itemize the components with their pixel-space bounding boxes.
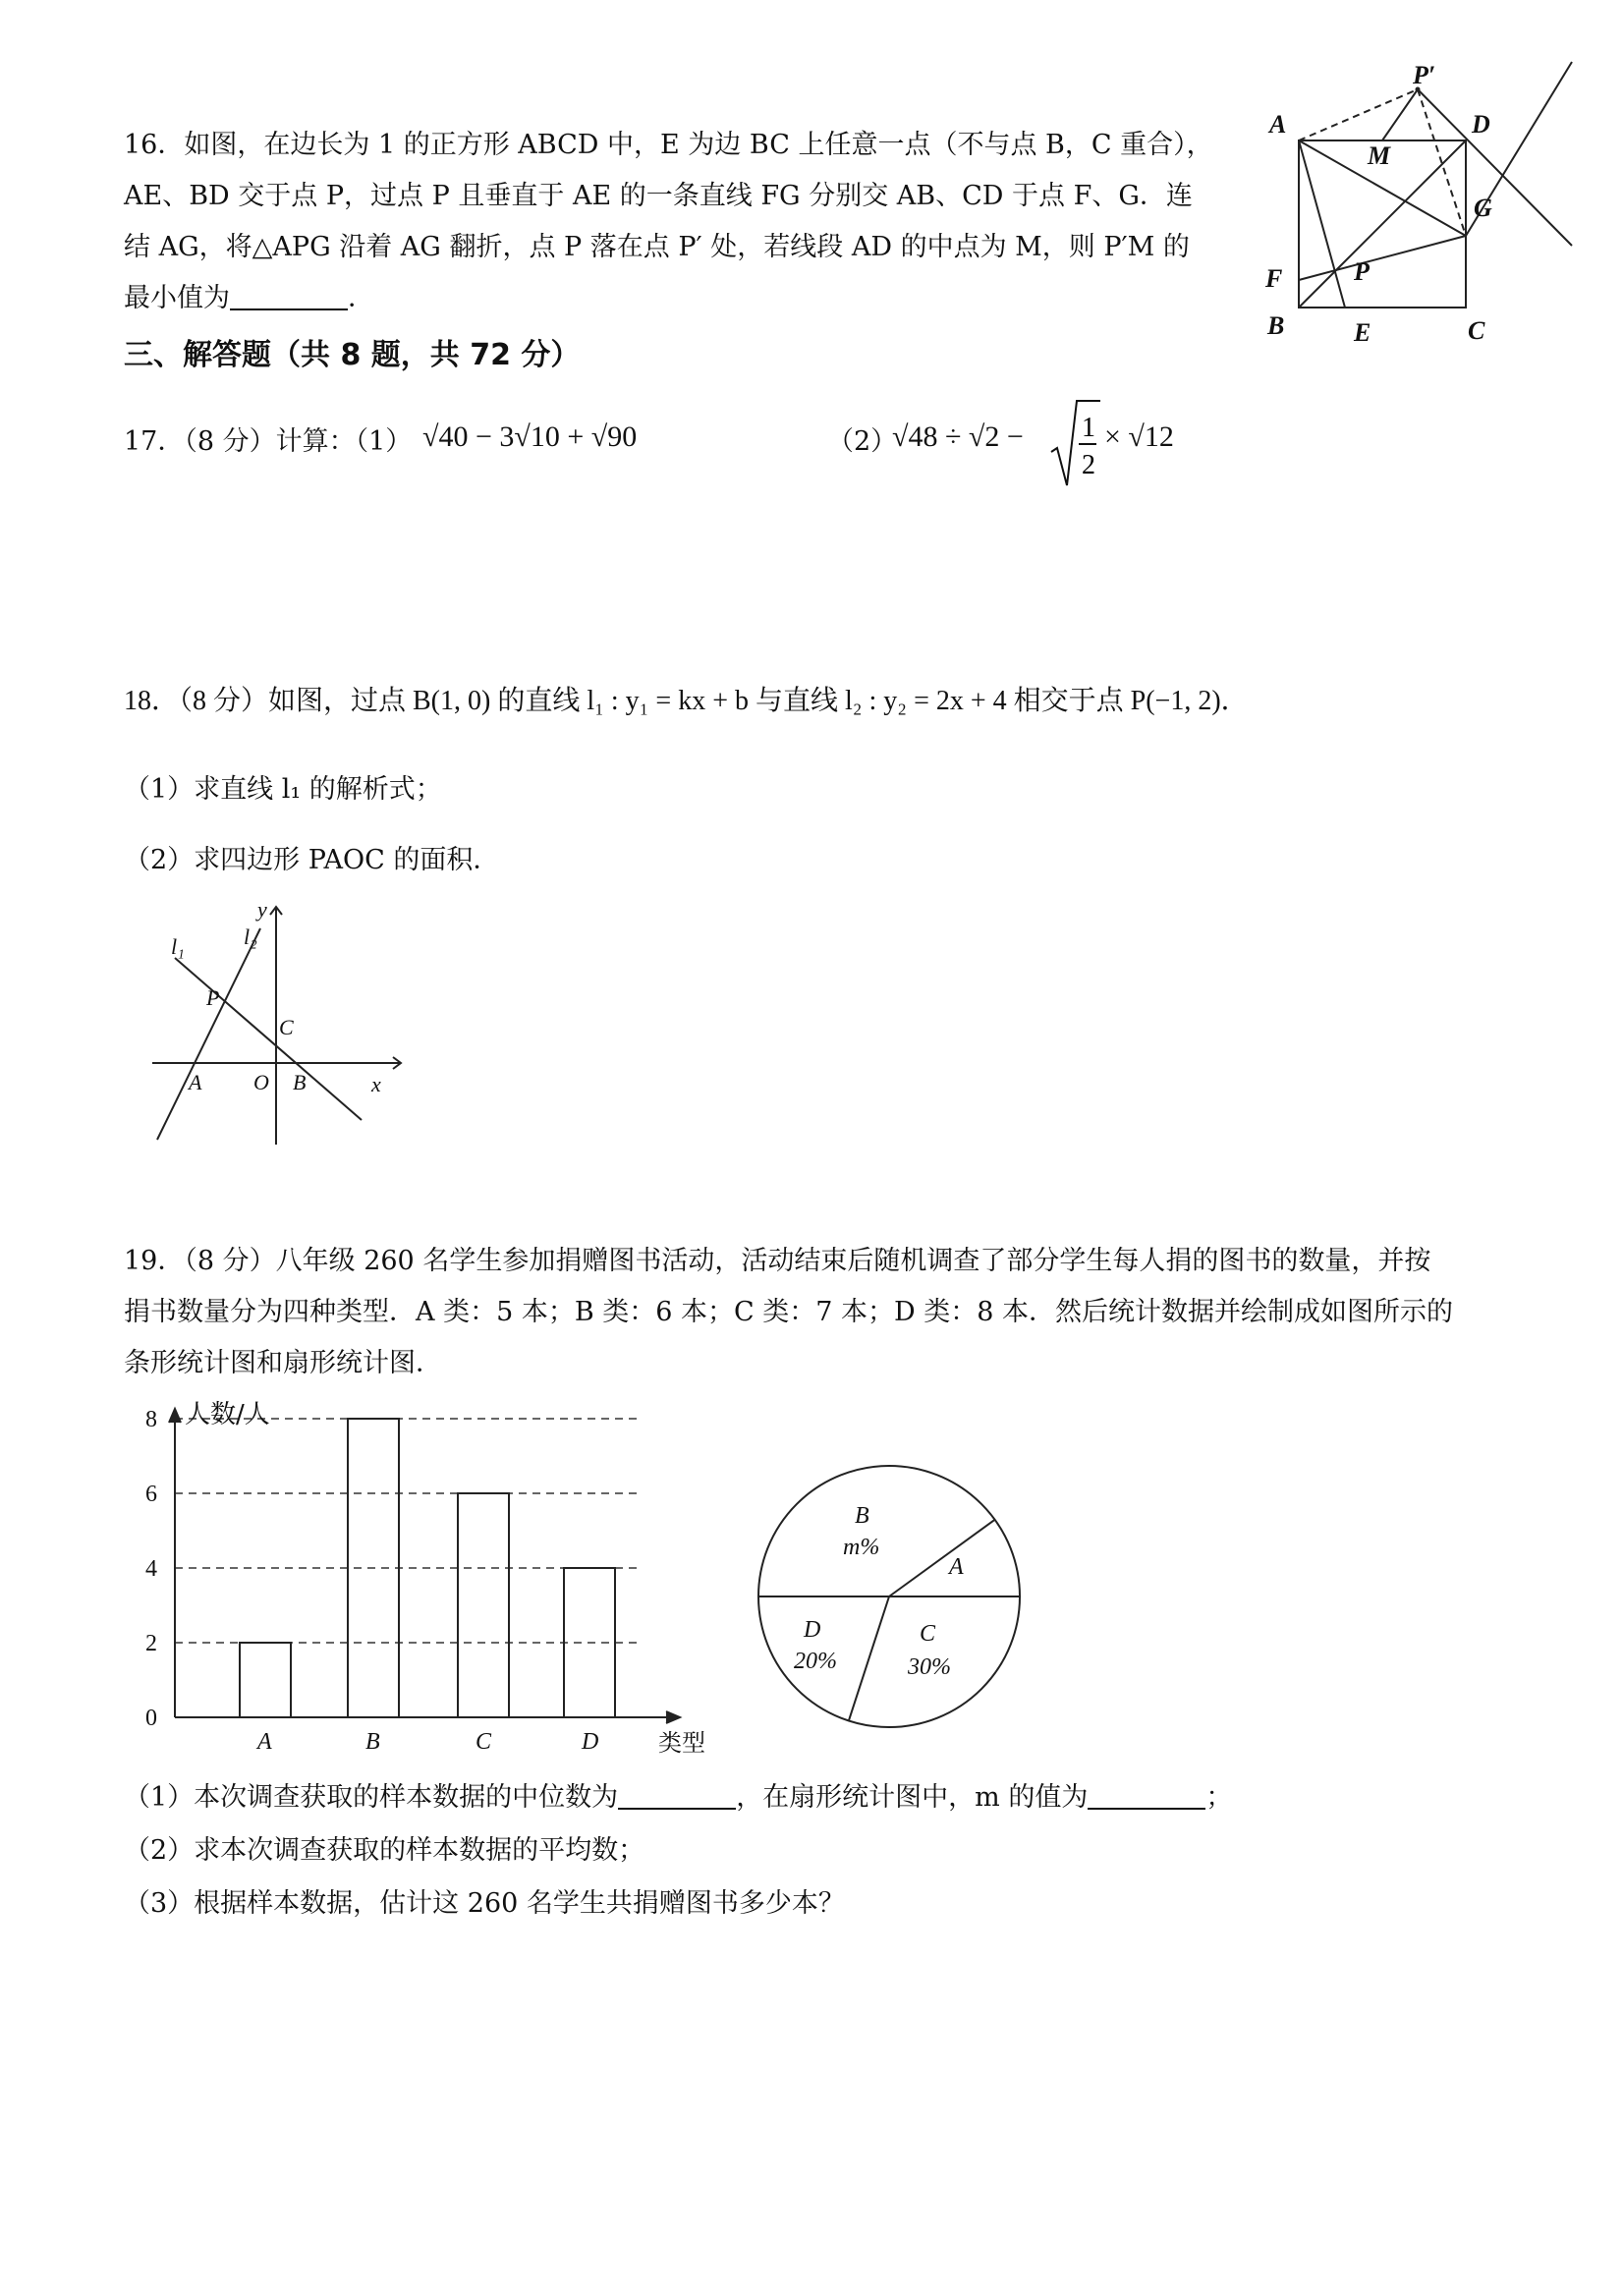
pie-label-a: A [949, 1554, 964, 1580]
q17-expr2-b: × √12 [1104, 420, 1174, 453]
q18-line-figure [147, 899, 403, 1149]
bar-xtick-c: C [476, 1729, 492, 1755]
q19-line3: 条形统计图和扇形统计图． [124, 1348, 442, 1378]
q19-median-blank [618, 1782, 736, 1810]
bar-c [458, 1493, 509, 1717]
label-l1: l₁ [171, 934, 185, 959]
bar-ylabel: 人数/人 [185, 1400, 270, 1429]
q17-sqrt-fraction [1049, 395, 1100, 489]
label-c: C [1468, 316, 1485, 345]
pie-chart [747, 1454, 1032, 1739]
q19-line1: 19．（8 分）八年级 260 名学生参加捐赠图书活动，活动结束后随机调查了部分学生每人捐的图书的数量，并按 [124, 1246, 1431, 1276]
segment-ae [1299, 140, 1345, 308]
label-d: D [1472, 110, 1490, 139]
bar-ytick-8: 8 [145, 1407, 157, 1432]
q19-sub1-c: ； [1205, 1782, 1233, 1813]
bar-y-arrow [169, 1409, 181, 1423]
label-f: F [1265, 264, 1283, 293]
q16-square-figure [1248, 54, 1587, 349]
section-3-title: 三、解答题（共 8 题，共 72 分） [124, 338, 581, 372]
segment-pp-g [1418, 89, 1466, 236]
label-c: C [279, 1015, 294, 1039]
segment-fg [1299, 236, 1466, 280]
label-b: B [293, 1070, 307, 1094]
q17-expr1: √40 − 3√10 + √90 [422, 420, 638, 453]
q16-line2: AE、BD 交于点 P，过点 P 且垂直于 AE 的一条直线 FG 分别交 AB、CD 于点 F、G．连 [124, 181, 1193, 211]
q17-frac-num: 1 [1082, 413, 1095, 443]
label-y: y [257, 899, 267, 922]
bar-chart [128, 1395, 717, 1768]
line-l2 [157, 928, 260, 1140]
q18-sub1: （1）求直线 l₁ 的解析式； [124, 774, 442, 805]
label-m: M [1368, 141, 1391, 170]
pie-divider-a [889, 1520, 995, 1596]
q19-sub1-a: （1）本次调查获取的样本数据的中位数为 [124, 1782, 619, 1813]
q19-sub1 [124, 1778, 1232, 1818]
label-x: x [371, 1072, 381, 1096]
label-a: A [189, 1070, 202, 1094]
q17-expr2-a: √48 ÷ √2 − [892, 420, 1024, 453]
pie-label-b: B [855, 1503, 869, 1529]
q18-sub2: （2）求四边形 PAOC 的面积． [124, 845, 500, 875]
q19-sub1-b: ，在扇形统计图中，m 的值为 [736, 1782, 1089, 1813]
q16-line4 [124, 279, 374, 318]
bar-xtick-d: D [582, 1729, 599, 1755]
label-a: A [1269, 110, 1287, 139]
bar-a [240, 1643, 291, 1717]
label-p-prime: P′ [1413, 61, 1436, 89]
q19-sub3: （3）根据样本数据，估计这 260 名学生共捐赠图书多少本？ [124, 1888, 845, 1919]
q17-frac-den: 2 [1082, 450, 1095, 480]
q16-line1: 16．如图，在边长为 1 的正方形 ABCD 中，E 为边 BC 上任意一点（不与点 B，C 重合）， [124, 130, 1213, 160]
bar-xtick-b: B [365, 1729, 380, 1755]
label-p: P [1354, 257, 1370, 286]
q19-sub2: （2）求本次调查获取的样本数据的平均数； [124, 1835, 645, 1866]
bar-ytick-2: 2 [145, 1631, 157, 1656]
label-o: O [253, 1070, 269, 1094]
line-l1 [175, 958, 362, 1120]
q16-answer-blank [230, 283, 348, 310]
q16-line4-end: ． [348, 283, 374, 313]
pie-divider-d [849, 1596, 889, 1720]
q17-part2: （2） [827, 426, 898, 457]
q16-line3: 结 AG，将△APG 沿着 AG 翻折，点 P 落在点 P′ 处，若线段 AD 的中点为 M，则 P′M 的 [124, 232, 1190, 262]
q18-stem: 18．（8 分）如图，过点 B(1, 0) 的直线 l₁ : y₁ = kx + b 与直线 l₂ : y₂ = 2x + 4 相交于点 P(−1, 2)． [124, 686, 1249, 716]
label-b: B [1267, 311, 1285, 340]
bar-ytick-4: 4 [145, 1556, 157, 1582]
q19-m-blank [1088, 1782, 1205, 1810]
bar-x-arrow [666, 1711, 680, 1723]
bar-xlabel: 类型 [658, 1729, 705, 1757]
label-g: G [1474, 194, 1492, 222]
label-e: E [1354, 318, 1371, 347]
label-p: P [206, 985, 220, 1010]
pie-label-c: C [920, 1621, 936, 1647]
q19-line2: 捐书数量分为四种类型．A 类：5 本；B 类：6 本；C 类：7 本；D 类：8 本．然后统计数据并绘制成如图所示的 [124, 1297, 1454, 1327]
label-l2: l₂ [244, 924, 257, 949]
bar-ytick-6: 6 [145, 1482, 157, 1507]
pie-label-d: D [804, 1617, 821, 1643]
bar-ytick-0: 0 [145, 1706, 157, 1731]
bar-xtick-a: A [257, 1729, 272, 1755]
q17-stem: 17．（8 分）计算：（1） [124, 426, 413, 457]
pie-value-d: 20% [794, 1649, 837, 1674]
q16-line4-text: 最小值为 [124, 283, 230, 313]
pie-value-c: 30% [908, 1654, 951, 1680]
pie-value-b: m% [843, 1535, 880, 1560]
